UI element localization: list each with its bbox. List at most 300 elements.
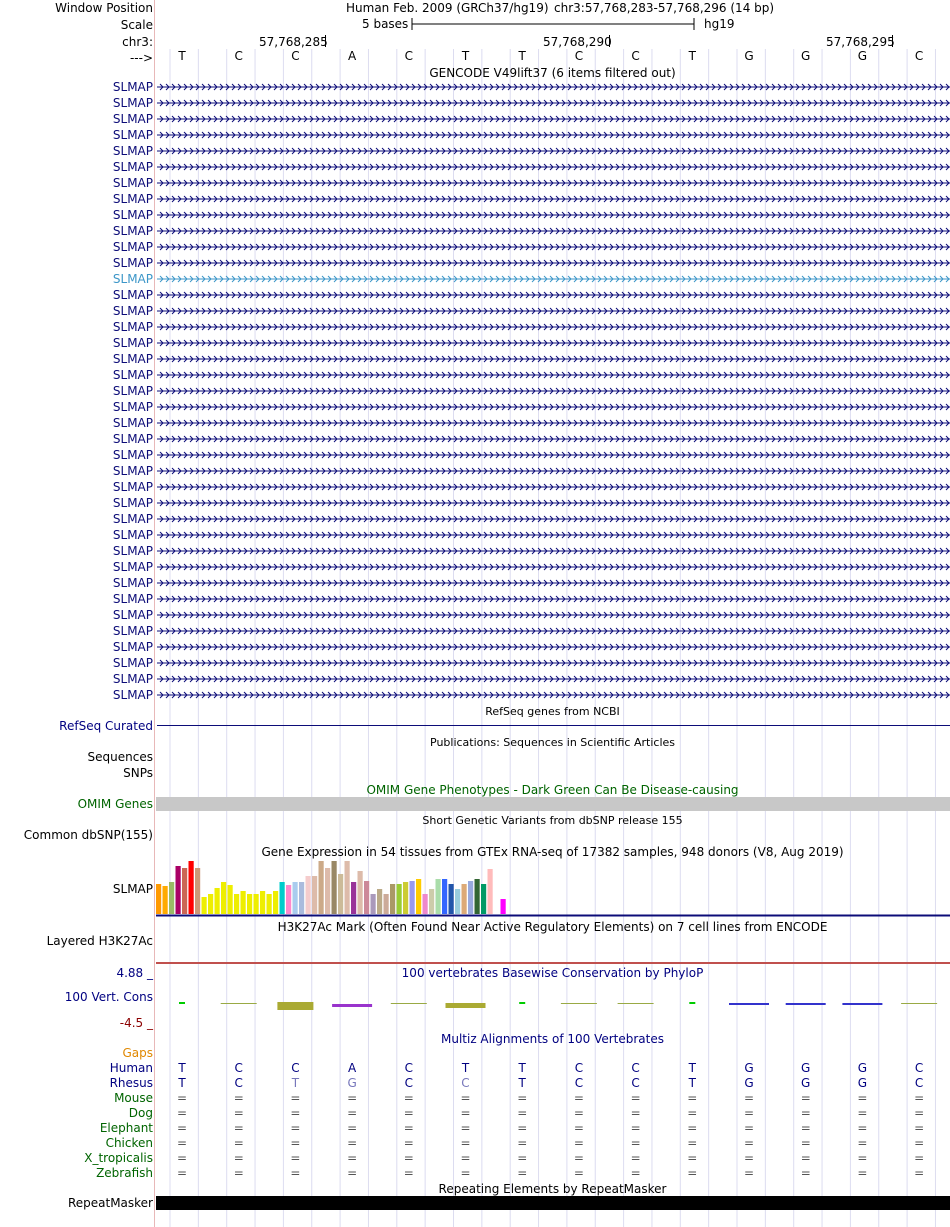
gencode-item-label[interactable]: SLMAP <box>112 464 153 478</box>
alignment-base: C <box>631 1061 640 1075</box>
base-1: C <box>234 49 243 63</box>
alignment-base: = <box>573 1151 584 1165</box>
omim-label[interactable]: OMIM Genes <box>77 797 153 811</box>
alignment-base: = <box>517 1106 528 1120</box>
species-label[interactable]: X_tropicalis <box>84 1151 153 1165</box>
alignment-base: = <box>290 1136 301 1150</box>
alignment-base: G <box>347 1076 357 1090</box>
gencode-item-line[interactable] <box>157 498 950 508</box>
gtex-bar[interactable] <box>260 891 265 914</box>
alignment-base: = <box>460 1121 471 1135</box>
alignment-base: = <box>687 1136 698 1150</box>
gencode-item-line[interactable] <box>157 114 950 124</box>
alignment-base: = <box>800 1106 811 1120</box>
gencode-item-line[interactable] <box>157 514 950 524</box>
gencode-item-line[interactable] <box>157 690 950 700</box>
alignment-base: = <box>857 1151 868 1165</box>
gencode-item-line[interactable] <box>157 354 950 364</box>
gencode-item-line[interactable] <box>157 82 950 92</box>
scale-text: 5 bases <box>362 17 409 31</box>
alignment-base: = <box>914 1166 925 1180</box>
gtex-bar[interactable] <box>221 882 226 914</box>
alignment-base: = <box>573 1121 584 1135</box>
gaps-label: Gaps <box>122 1046 153 1060</box>
gtex-bar[interactable] <box>462 884 467 914</box>
alignment-base: = <box>857 1106 868 1120</box>
gencode-item-label[interactable]: SLMAP <box>112 400 153 414</box>
alignment-base: T <box>291 1076 300 1090</box>
gencode-item-label[interactable]: SLMAP <box>112 352 153 366</box>
gtex-bar[interactable] <box>455 889 460 914</box>
gencode-item-label[interactable]: SLMAP <box>112 272 153 286</box>
phylop-mark[interactable] <box>618 1003 654 1004</box>
gencode-item-label[interactable]: SLMAP <box>112 624 153 638</box>
alignment-base: = <box>573 1106 584 1120</box>
gencode-item-label[interactable]: SLMAP <box>112 224 153 238</box>
gencode-item-line[interactable] <box>157 258 950 268</box>
gtex-bar[interactable] <box>371 894 376 914</box>
gtex-bar[interactable] <box>241 891 246 914</box>
gencode-item-label[interactable]: SLMAP <box>112 288 153 302</box>
gencode-item-line[interactable] <box>157 146 950 156</box>
gtex-bar[interactable] <box>202 897 207 914</box>
alignment-base: = <box>517 1091 528 1105</box>
h3k27ac-title: H3K27Ac Mark (Often Found Near Active Regulatory Elements) on 7 cell lines from ENCODE <box>277 920 828 934</box>
gencode-item-line[interactable] <box>157 578 950 588</box>
alignment-base: = <box>573 1166 584 1180</box>
coord-2: 57,768,290 <box>543 35 612 49</box>
alignment-base: = <box>800 1091 811 1105</box>
alignment-base: = <box>403 1091 414 1105</box>
alignment-base: = <box>744 1136 755 1150</box>
alignment-base: = <box>573 1091 584 1105</box>
alignment-base: = <box>744 1121 755 1135</box>
alignment-base: = <box>290 1106 301 1120</box>
phylop-mark[interactable] <box>729 1003 769 1005</box>
phylop-mark[interactable] <box>332 1004 372 1007</box>
coord-3: 57,768,295 <box>826 35 895 49</box>
gencode-item-label[interactable]: SLMAP <box>112 80 153 94</box>
gencode-item-label[interactable]: SLMAP <box>112 160 153 174</box>
alignment-base: G <box>857 1076 868 1090</box>
alignment-base: = <box>630 1136 641 1150</box>
alignment-base: = <box>744 1106 755 1120</box>
gencode-item-label[interactable]: SLMAP <box>112 560 153 574</box>
alignment-base: = <box>573 1136 584 1150</box>
gtex-bar[interactable] <box>286 885 291 914</box>
gencode-item-line[interactable] <box>157 466 950 476</box>
gtex-bar[interactable] <box>384 894 389 914</box>
gencode-item-line[interactable] <box>157 674 950 684</box>
gencode-item-label[interactable]: SLMAP <box>112 96 153 110</box>
alignment-base: = <box>857 1121 868 1135</box>
phylop-min: -4.5 _ <box>119 1016 153 1030</box>
gtex-bar[interactable] <box>182 868 187 914</box>
gtex-bar[interactable] <box>358 871 363 914</box>
gencode-item-line[interactable] <box>157 242 950 252</box>
alignment-base: C <box>574 1076 584 1090</box>
species-label[interactable]: Human <box>109 1061 153 1075</box>
alignment-base: = <box>177 1166 188 1180</box>
gtex-bar[interactable] <box>449 884 454 914</box>
alignment-base: G <box>857 1061 868 1075</box>
gtex-bar[interactable] <box>299 882 304 914</box>
gtex-bar[interactable] <box>325 868 330 914</box>
alignment-base: = <box>177 1136 188 1150</box>
refseq-line[interactable] <box>157 725 950 726</box>
alignment-base: = <box>857 1136 868 1150</box>
base-7: C <box>574 49 584 63</box>
multiz-title: Multiz Alignments of 100 Vertebrates <box>440 1032 665 1046</box>
gencode-item-label[interactable]: SLMAP <box>112 480 153 494</box>
alignment-base: = <box>517 1166 528 1180</box>
publications-label-1[interactable]: Sequences <box>87 750 153 764</box>
gencode-item-label[interactable]: SLMAP <box>112 240 153 254</box>
alignment-base: = <box>347 1091 358 1105</box>
phylop-mark[interactable] <box>277 1002 313 1010</box>
gtex-bar[interactable] <box>163 886 168 914</box>
gencode-item-line[interactable] <box>157 418 950 428</box>
alignment-base: C <box>234 1061 243 1075</box>
gtex-bar[interactable] <box>306 876 311 914</box>
alignment-base: = <box>630 1091 641 1105</box>
alignment-base: = <box>630 1151 641 1165</box>
gencode-item-line[interactable] <box>157 642 950 652</box>
gencode-item-line[interactable] <box>157 562 950 572</box>
repeatmasker-label[interactable]: RepeatMasker <box>67 1196 153 1210</box>
phylop-signal[interactable] <box>155 995 950 1015</box>
gtex-bar[interactable] <box>273 891 278 914</box>
base-11: G <box>801 49 811 63</box>
alignment-base: = <box>347 1106 358 1120</box>
gtex-bar[interactable] <box>247 894 252 914</box>
alignment-base: G <box>801 1076 811 1090</box>
gtex-bar[interactable] <box>397 884 402 914</box>
gtex-bar[interactable] <box>416 879 421 914</box>
gencode-item-label[interactable]: SLMAP <box>112 192 153 206</box>
gtex-bar[interactable] <box>345 861 350 914</box>
gencode-item-label[interactable]: SLMAP <box>112 512 153 526</box>
gtex-bar[interactable] <box>267 894 272 914</box>
alignment-base: = <box>687 1151 698 1165</box>
species-label[interactable]: Elephant <box>99 1121 153 1135</box>
gencode-item-line[interactable] <box>157 338 950 348</box>
gtex-bar[interactable] <box>410 881 415 914</box>
alignment-base: = <box>687 1091 698 1105</box>
phylop-mark[interactable] <box>901 1003 937 1004</box>
alignment-base: = <box>233 1106 244 1120</box>
gencode-item-label[interactable]: SLMAP <box>112 528 153 542</box>
gencode-item-label[interactable]: SLMAP <box>112 336 153 350</box>
alignment-base: = <box>177 1121 188 1135</box>
gtex-bar[interactable] <box>215 888 220 914</box>
gencode-item-label[interactable]: SLMAP <box>112 656 153 670</box>
alignment-base: = <box>177 1091 188 1105</box>
gencode-item-label[interactable]: SLMAP <box>112 672 153 686</box>
alignment-base: = <box>233 1136 244 1150</box>
gencode-item-label[interactable]: SLMAP <box>112 688 153 702</box>
species-label[interactable]: Dog <box>128 1106 153 1120</box>
gtex-bar[interactable] <box>156 884 161 914</box>
h3k27ac-label[interactable]: Layered H3K27Ac <box>46 934 153 948</box>
base-12: G <box>857 49 868 63</box>
scale-label: Scale <box>120 18 153 32</box>
gtex-bar[interactable] <box>494 881 499 914</box>
alignment-base: T <box>518 1076 526 1090</box>
alignment-base: = <box>403 1121 414 1135</box>
alignment-base: C <box>234 1076 243 1090</box>
gtex-bar[interactable] <box>390 884 395 914</box>
gencode-item-line[interactable] <box>157 290 950 300</box>
gtex-bar[interactable] <box>488 869 493 914</box>
phylop-mark[interactable] <box>179 1002 185 1004</box>
gencode-item-line[interactable] <box>157 226 950 236</box>
alignment-base: = <box>517 1121 528 1135</box>
gencode-item-line[interactable] <box>157 130 950 140</box>
gencode-item-label[interactable]: SLMAP <box>112 384 153 398</box>
omim-feature[interactable] <box>156 797 950 811</box>
gencode-item-label[interactable]: SLMAP <box>112 640 153 654</box>
alignment-base: C <box>404 1076 413 1090</box>
alignment-base: = <box>800 1136 811 1150</box>
gtex-bar[interactable] <box>208 894 213 914</box>
phylop-mark[interactable] <box>221 1003 257 1004</box>
alignment-base: = <box>914 1106 925 1120</box>
alignment-base: C <box>574 1061 584 1075</box>
alignment-base: = <box>347 1121 358 1135</box>
base-6: T <box>518 49 526 63</box>
gencode-item-label[interactable]: SLMAP <box>112 320 153 334</box>
alignment-base: = <box>630 1121 641 1135</box>
phylop-mark[interactable] <box>786 1003 826 1005</box>
gtex-bar[interactable] <box>189 861 194 914</box>
alignment-base: = <box>744 1151 755 1165</box>
alignment-base: = <box>800 1166 811 1180</box>
alignment-base: C <box>631 1076 640 1090</box>
dbsnp-title: Short Genetic Variants from dbSNP release 155 <box>422 814 683 827</box>
gencode-item-label[interactable]: SLMAP <box>112 144 153 158</box>
gencode-item-label[interactable]: SLMAP <box>112 304 153 318</box>
dbsnp-label[interactable]: Common dbSNP(155) <box>23 828 153 842</box>
alignment-base: T <box>178 1061 186 1075</box>
species-label[interactable]: Chicken <box>105 1136 153 1150</box>
alignment-base: = <box>347 1151 358 1165</box>
repeatmasker-title: Repeating Elements by RepeatMasker <box>438 1182 667 1196</box>
alignment-base: = <box>177 1151 188 1165</box>
gencode-item-label[interactable]: SLMAP <box>112 128 153 142</box>
gtex-bar[interactable] <box>254 894 259 914</box>
base-9: T <box>688 49 696 63</box>
gtex-bar[interactable] <box>423 894 428 914</box>
alignment-base: G <box>744 1061 754 1075</box>
gencode-item-line[interactable] <box>157 546 950 556</box>
alignment-base: = <box>687 1121 698 1135</box>
gtex-bar[interactable] <box>176 866 181 914</box>
gtex-bar[interactable] <box>377 889 382 914</box>
gtex-bar[interactable] <box>442 879 447 914</box>
alignment-base: = <box>347 1166 358 1180</box>
gencode-item-line[interactable] <box>157 386 950 396</box>
alignment-base: = <box>460 1091 471 1105</box>
assembly-name: Human Feb. 2009 (GRCh37/hg19) <box>346 1 549 15</box>
alignment-base: = <box>914 1091 925 1105</box>
phylop-mark[interactable] <box>519 1002 525 1004</box>
gtex-bar[interactable] <box>332 861 337 914</box>
gencode-title: GENCODE V49lift37 (6 items filtered out) <box>429 66 676 80</box>
gencode-item-line[interactable] <box>157 658 950 668</box>
publications-label-2[interactable]: SNPs <box>123 766 153 780</box>
gencode-item-line[interactable] <box>157 402 950 412</box>
alignment-base: T <box>178 1076 186 1090</box>
gencode-item-line[interactable] <box>157 626 950 636</box>
gencode-item-line[interactable] <box>157 162 950 172</box>
gtex-bar[interactable] <box>338 874 343 914</box>
species-label[interactable]: Mouse <box>114 1091 153 1105</box>
alignment-base: = <box>460 1136 471 1150</box>
alignment-base: A <box>347 1061 357 1075</box>
alignment-base: = <box>687 1166 698 1180</box>
gtex-bar[interactable] <box>468 881 473 914</box>
phylop-mark[interactable] <box>446 1003 486 1008</box>
gtex-bar[interactable] <box>228 885 233 914</box>
gtex-bar[interactable] <box>501 899 506 914</box>
gencode-item-label[interactable]: SLMAP <box>112 592 153 606</box>
gencode-item-label[interactable]: SLMAP <box>112 416 153 430</box>
gencode-item-line[interactable] <box>157 98 950 108</box>
gtex-bar[interactable] <box>280 882 285 914</box>
alignment-base: = <box>403 1136 414 1150</box>
alignment-base: = <box>233 1166 244 1180</box>
gencode-item-label[interactable]: SLMAP <box>112 576 153 590</box>
alignment-base: = <box>290 1121 301 1135</box>
alignment-base: = <box>630 1106 641 1120</box>
gtex-bar[interactable] <box>234 894 239 914</box>
phylop-mark[interactable] <box>689 1002 695 1004</box>
alignment-base: = <box>800 1151 811 1165</box>
gencode-item-line[interactable] <box>157 194 950 204</box>
gencode-item-label[interactable]: SLMAP <box>112 368 153 382</box>
window-position-value: chr3:57,768,283-57,768,296 (14 bp) <box>554 1 775 15</box>
gencode-item-label[interactable]: SLMAP <box>112 544 153 558</box>
species-label[interactable]: Zebrafish <box>96 1166 153 1180</box>
gencode-item-line[interactable] <box>157 178 950 188</box>
alignment-base: = <box>460 1151 471 1165</box>
base-3: A <box>347 49 357 63</box>
gtex-bar-chart[interactable] <box>155 858 950 918</box>
gencode-item-label[interactable]: SLMAP <box>112 448 153 462</box>
alignment-base: = <box>857 1091 868 1105</box>
omim-title: OMIM Gene Phenotypes - Dark Green Can Be Disease-causing <box>366 783 739 797</box>
gtex-bar[interactable] <box>293 882 298 914</box>
gtex-bar[interactable] <box>364 881 369 914</box>
species-label[interactable]: Rhesus <box>109 1076 153 1090</box>
phylop-mark[interactable] <box>842 1003 882 1005</box>
alignment-base: = <box>233 1151 244 1165</box>
gencode-item-line[interactable] <box>157 210 950 220</box>
h3k27ac-baseline <box>156 962 950 964</box>
alignment-base: = <box>290 1091 301 1105</box>
alignment-base: C <box>291 1061 300 1075</box>
alignment-base: = <box>914 1136 925 1150</box>
gencode-item-label[interactable]: SLMAP <box>112 112 153 126</box>
alignment-base: = <box>403 1151 414 1165</box>
gencode-item-line[interactable] <box>157 610 950 620</box>
gencode-item-line[interactable] <box>157 434 950 444</box>
phylop-label[interactable]: 100 Vert. Cons <box>64 990 153 1004</box>
alignment-base: G <box>801 1061 811 1075</box>
gtex-bar[interactable] <box>475 879 480 914</box>
gencode-item-label[interactable]: SLMAP <box>112 208 153 222</box>
base-0: T <box>178 49 186 63</box>
gencode-item-label[interactable]: SLMAP <box>112 256 153 270</box>
gencode-item-label[interactable]: SLMAP <box>112 176 153 190</box>
alignment-base: C <box>914 1061 924 1075</box>
gtex-bar[interactable] <box>481 884 486 914</box>
gtex-bar[interactable] <box>169 882 174 914</box>
base-10: G <box>744 49 754 63</box>
phylop-mark[interactable] <box>561 1003 597 1004</box>
publications-title: Publications: Sequences in Scientific Articles <box>430 736 675 749</box>
gencode-item-line[interactable] <box>157 594 950 604</box>
repeatmasker-feature[interactable] <box>156 1196 950 1210</box>
gencode-item-line[interactable] <box>157 450 950 460</box>
gencode-item-line[interactable] <box>157 322 950 332</box>
base-13: C <box>914 49 924 63</box>
alignment-base: = <box>233 1091 244 1105</box>
refseq-label[interactable]: RefSeq Curated <box>59 719 153 733</box>
gencode-item-line[interactable] <box>157 306 950 316</box>
alignment-base: = <box>347 1136 358 1150</box>
alignment-base: = <box>630 1166 641 1180</box>
alignment-base: = <box>914 1121 925 1135</box>
alignment-base: = <box>403 1106 414 1120</box>
gencode-item-label[interactable]: SLMAP <box>112 432 153 446</box>
phylop-max: 4.88 _ <box>116 966 153 980</box>
phylop-mark[interactable] <box>391 1003 427 1004</box>
phylop-title: 100 vertebrates Basewise Conservation by PhyloP <box>401 966 704 980</box>
alignment-base: = <box>460 1166 471 1180</box>
gtex-bar[interactable] <box>436 879 441 914</box>
alignment-base: C <box>404 1061 413 1075</box>
gencode-item-line[interactable] <box>157 482 950 492</box>
alignment-base: G <box>744 1076 754 1090</box>
gencode-item-line[interactable] <box>157 274 950 284</box>
gtex-bar[interactable] <box>351 882 356 914</box>
base-4: C <box>404 49 413 63</box>
alignment-base: = <box>290 1151 301 1165</box>
gtex-bar[interactable] <box>312 876 317 914</box>
gtex-label[interactable]: SLMAP <box>112 882 153 896</box>
gtex-bar[interactable] <box>403 882 408 914</box>
gencode-item-line[interactable] <box>157 530 950 540</box>
alignment-base: T <box>518 1061 526 1075</box>
gtex-bar[interactable] <box>195 868 200 914</box>
strand-label: ---> <box>129 51 153 65</box>
scale-db: hg19 <box>704 17 735 31</box>
alignment-base: = <box>177 1106 188 1120</box>
alignment-base: = <box>744 1091 755 1105</box>
alignment-base: T <box>688 1061 696 1075</box>
alignment-base: C <box>461 1076 470 1090</box>
alignment-base: = <box>460 1106 471 1120</box>
gtex-bar[interactable] <box>319 861 324 914</box>
alignment-base: = <box>914 1151 925 1165</box>
gencode-item-label[interactable]: SLMAP <box>112 608 153 622</box>
gencode-item-line[interactable] <box>157 370 950 380</box>
gtex-bar[interactable] <box>429 889 434 914</box>
alignment-base: = <box>403 1166 414 1180</box>
gencode-item-label[interactable]: SLMAP <box>112 496 153 510</box>
